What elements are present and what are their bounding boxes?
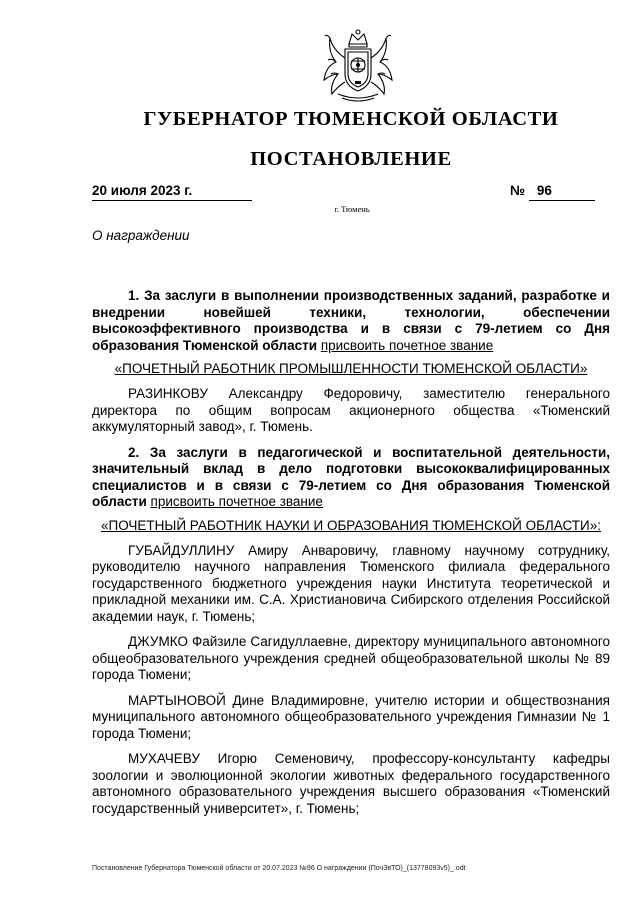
document-footer: Постановление Губернатора Тюменской области от 20.07.2023 №96 О награждении (ПочЗвТО)_(13778093v5)_.odt	[92, 865, 466, 872]
document-body	[92, 288, 610, 826]
document-type: ПОСТАНОВЛЕНИЕ	[250, 148, 452, 170]
item2-title-block	[92, 518, 610, 534]
item1-title-block	[92, 361, 610, 377]
number-value: 96	[529, 183, 595, 201]
document-city: г. Тюмень	[334, 204, 370, 214]
item2-paragraph	[92, 445, 610, 511]
item2-title: «ПОЧЕТНЫЙ РАБОТНИК НАУКИ И ОБРАЗОВАНИЯ ТЮМЕНСКОЙ ОБЛАСТИ»:	[100, 517, 602, 533]
item2-awardee: ДЖУМКО Файзиле Сагидуллаевне, директору муниципального автономного общеобразовательного учреждения средней общеобразовательной школы № 89 города Тюмени;	[92, 634, 610, 682]
item1-title: «ПОЧЕТНЫЙ РАБОТНИК ПРОМЫШЛЕННОСТИ ТЮМЕНСКОЙ ОБЛАСТИ»	[114, 361, 588, 376]
item1-intro: 1. За заслуги в выполнении производственных заданий, разработке и внедрении новейшей техники, технологии, обеспечении высокоэффективного производства и в связи с 79-летием со Дня образования Тюменской области	[92, 288, 610, 353]
document-number	[510, 183, 606, 201]
number-label: №	[510, 183, 526, 198]
item2-awardee: ГУБАЙДУЛЛИНУ Амиру Анваровичу, главному научному сотруднику, руководителю научного направления Тюменского филиала федерального государственного бюджетного учреждения науки Института теоретической и прикладной механики им. С.А. Христиановича Сибирского отделения Российской академии наук, г. Тюмень;	[92, 542, 610, 624]
document-subject: О награждении	[92, 228, 190, 243]
item2-awardee: МАРТЫНОВОЙ Дине Владимировне, учителю истории и обществознания муниципального автономного общеобразовательного учреждения Гимназии № 1 города Тюмени;	[92, 692, 610, 741]
item2-action: присвоить почетное звание	[150, 494, 323, 509]
authority-title: ГУБЕРНАТОР ТЮМЕНСКОЙ ОБЛАСТИ	[143, 108, 559, 130]
document-date: 20 июля 2023 г.	[92, 183, 252, 201]
item1-action: присвоить почетное звание	[320, 337, 494, 353]
coat-of-arms-icon	[316, 28, 400, 104]
item1-awardee: РАЗИНКОВУ Александру Федоровичу, заместителю генерального директора по общим вопросам акционерного общества «Тюменский аккумуляторный завод», г. Тюмень.	[92, 386, 610, 434]
item2-intro: 2. За заслуги в педагогической и воспитательной деятельности, значительный вклад в дело подготовки высококвалифицированных специалистов и в связи с 79-летием со Дня образования Тюменской области	[92, 444, 610, 509]
item2-awardee: МУХАЧЕВУ Игорю Семеновичу, профессору-консультанту кафедры зоологии и эволюционной экологии животных федерального государственного автономного образовательного учреждения высшего образования «Тюменский государственный университет», г. Тюмень;	[92, 751, 610, 816]
item1-paragraph	[92, 288, 610, 354]
